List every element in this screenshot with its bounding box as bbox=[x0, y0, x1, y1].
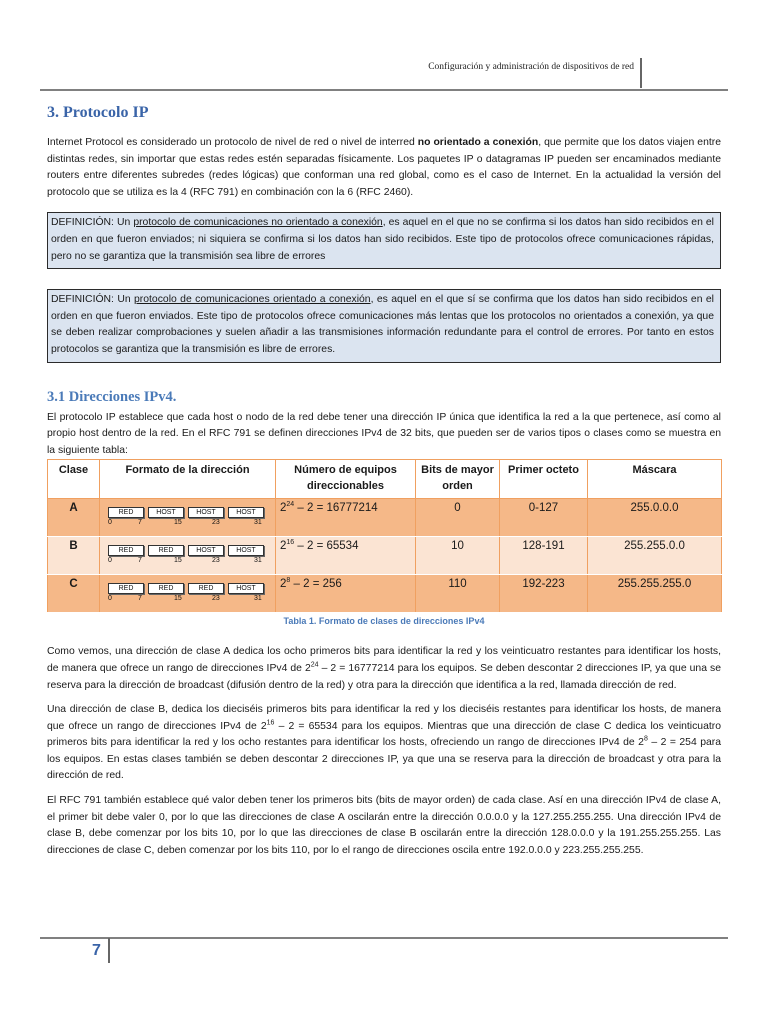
page-header: Configuración y administración de dispositivos de red bbox=[428, 62, 634, 72]
address-format-diagram: RED HOST HOST HOST 0 7 15 23 31 bbox=[100, 499, 276, 537]
footer-rule bbox=[40, 937, 728, 939]
header-octeto: Primer octeto bbox=[500, 460, 588, 499]
table-row: B RED RED HOST HOST 0 7 15 23 31 $2^{16} - 2 = 65534$ 10 128-191 255.255.0.0 bbox=[48, 537, 722, 575]
header-divider bbox=[640, 58, 642, 88]
high-order-bits-paragraph: El RFC 791 también establece qué valor deben tener los primeros bits (bits de mayor orden) de cada clase. Así en una dirección IPv4 de clase A, el primer bit debe valer 0, por lo que las direcciones de clase A oscilarán entre la dirección 0.0.0.0 y la 127.255.255.255. Una dirección IPv4 de clase B, debe comenzar por los bits 10, por lo que las direcciones de clase B oscilarán entre la dirección 128.0.0.0 y la 191.255.255.255. Las direcciones de clase C, deben comenzar por los bits 110, por lo el rango de direcciones oscila entre 192.0.0.0 y 223.255.255.255. bbox=[47, 795, 721, 856]
class-a-paragraph: Como vemos, una dirección de clase A dedica los ocho primeros bits para identificar la red y los veinticuatro restantes para identificar los hosts, de manera que ofrece un rango de direcciones IPv4 de $2^{24} - 2 = 16777214$ para los equipos. Se deben descontar 2 direcciones IP, ya que una se reserva para la dirección de broadcast (difusión dentro de la red) y otra para la dirección que identifica a la red, llamada dirección de red. bbox=[47, 646, 721, 691]
no-connection-term: no orientado a conexión bbox=[417, 137, 539, 148]
subsection-intro: El protocolo IP establece que cada host o nodo de la red debe tener una dirección IP única que identifica la red a la que pertenece, así como al propio host dentro de la red. En el RFC 791 se definen direcciones IPv4 de 32 bits, que pueden ser de varios tipos o clases como se muestra en la siguiente tabla: bbox=[47, 411, 721, 456]
header-clase: Clase bbox=[48, 460, 100, 499]
section-title: 3. Protocolo IP bbox=[47, 104, 149, 121]
page-number: 7 bbox=[92, 942, 101, 959]
header-rule bbox=[40, 89, 728, 91]
header-equipos: Número de equipos direccionables bbox=[276, 460, 416, 499]
table-row: A RED HOST HOST HOST 0 7 15 23 31 $2^{24} - 2 = 16777214$ 0 0-127 255.0.0.0 bbox=[48, 499, 722, 537]
definition-term: protocolo de comunicaciones no orientado a conexión bbox=[133, 217, 383, 229]
definition-box-connectionless: DEFINICIÓN: Un protocolo de comunicaciones no orientado a conexión, es aquel en el que no se confirma si los datos han sido recibidos en el orden en que fueron enviados; ni siquiera se confirma si los datos han sido recibidos. Este tipo de protocolos ofrece comunicaciones rápidas, pero no se garantiza que la transmisión sea libre de errores bbox=[47, 212, 721, 269]
address-format-diagram: RED RED RED HOST 0 7 15 23 31 bbox=[100, 575, 276, 613]
definition-term: protocolo de comunicaciones orientado a conexión bbox=[134, 294, 371, 306]
ip-classes-table bbox=[47, 459, 722, 613]
definition-box-connection-oriented: DEFINICIÓN: Un protocolo de comunicaciones orientado a conexión, es aquel en el que sí se confirma que los datos han sido recibidos en el orden en que fueron enviados. Este tipo de protocolos ofrece comunicaciones más lentas que los protocolos no orientados a conexión, ya que se deben realizar comprobaciones y suelen añadir a las transmisiones información redundante para el control de errores. Por tanto en estos protocolos se garantiza que la transmisión es libre de errores. bbox=[47, 289, 721, 362]
intro-paragraph: Internet Protocol es considerado un protocolo de nivel de red o nivel de interred no orientado a conexión, que permite que los datos viajen entre distintas redes, sin importar que estas redes estén separadas físicamente. Los paquetes IP o datagramas IP pueden ser encaminados mediante routers entre diferentes subredes (redes lógicas) que conforman una red global, como es el caso de Internet. En la actualidad la versión del protocolo que se utiliza es la 4 (RFC 791) en combinación con la 6 (RFC 2460). bbox=[47, 137, 721, 198]
table-row: C RED RED RED HOST 0 7 15 23 31 $2^8 - 2 = 256$ 110 192-223 255.255.255.0 bbox=[48, 575, 722, 613]
header-formato: Formato de la dirección bbox=[100, 460, 276, 499]
table-header-row bbox=[48, 460, 722, 499]
header-mascara: Máscara bbox=[588, 460, 722, 499]
footer-divider bbox=[108, 938, 110, 963]
page-content bbox=[47, 104, 721, 859]
table-caption: Tabla 1. Formato de clases de direcciones IPv4 bbox=[283, 616, 485, 627]
address-format-diagram: RED RED HOST HOST 0 7 15 23 31 bbox=[100, 537, 276, 575]
subsection-title: 3.1 Direcciones IPv4. bbox=[47, 388, 177, 405]
class-b-paragraph: Una dirección de clase B, dedica los dieciséis primeros bits para identificar la red y los dieciséis restantes para identificar los hosts, de manera que ofrece un rango de direcciones IPv4 de $2^{16} - 2 = 65534$ para los equipos. Mientras que una dirección de clase C dedica los veinticuatro primeros bits para identificar la red y los ocho restantes para identificar los hosts, ofreciendo un rango de direcciones IPv4 de $2^8 - 2 = 254$ para los equipos. En estas clases también se deben descontar 2 direcciones IP, ya que una se reserva para la dirección de broadcast y otra para la dirección de red. bbox=[47, 704, 721, 782]
header-bits: Bits de mayor orden bbox=[416, 460, 500, 499]
